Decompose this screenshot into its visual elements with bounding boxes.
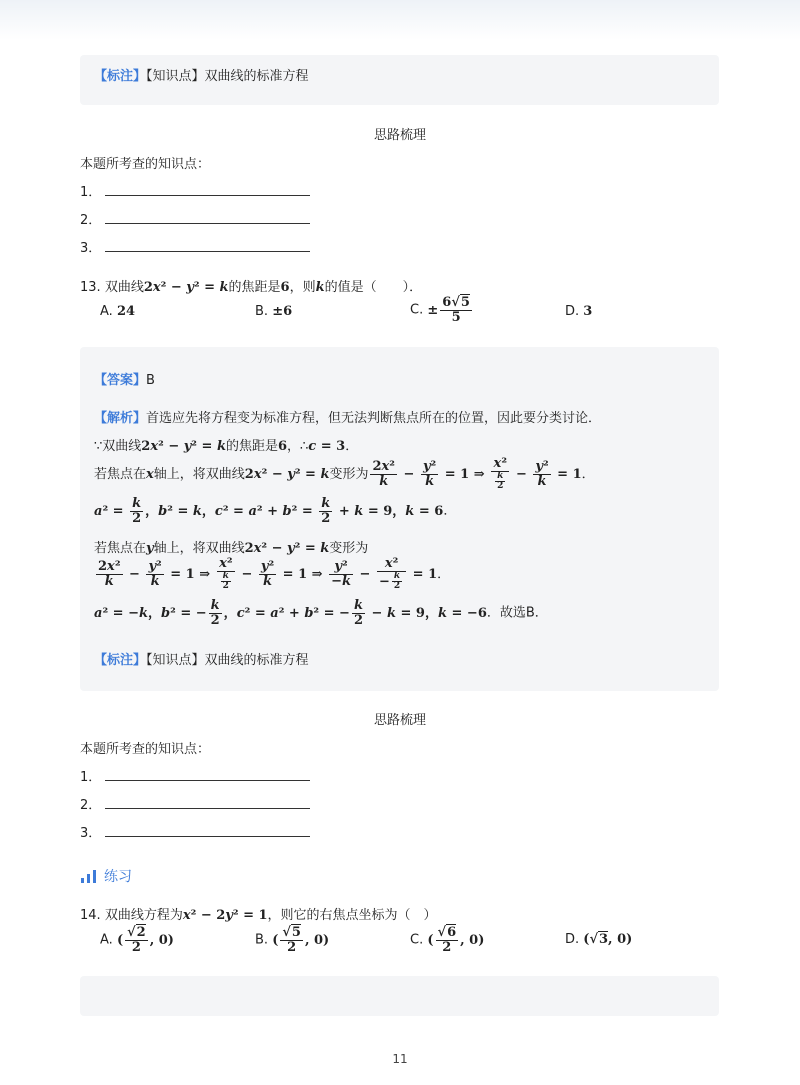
option-b[interactable]: B. ±6 — [255, 304, 293, 319]
option-b[interactable]: B. ( $\frac{√5}{2}$ , 0) — [255, 925, 330, 955]
answer-blank[interactable] — [105, 211, 310, 224]
analysis-line-6: $\frac{\text{2x²}}{k}$ − $\frac{\text{y²}}{k}$ = 1 ⇒ $\frac{\text{x²}}{\frac{k}{2}}$ − $\frac{\text{y²}}{k}$ = 1 ⇒ $\frac{\text{y²}}{-k}$ − x² − $\frac{k}{2}$ = 1． — [98, 556, 451, 592]
review-item-2: 2． — [80, 794, 310, 813]
note-text: 【知识点】双曲线的标准方程 — [146, 69, 309, 84]
option-c[interactable]: C. ± $\frac{6√5}{5}$ — [410, 295, 470, 325]
option-d[interactable]: D. (√3, 0) — [565, 932, 633, 947]
practice-label: 练习 — [104, 869, 132, 885]
practice-header — [80, 866, 132, 886]
review-item-3: 3． — [80, 237, 310, 256]
review-intro: 本题所考查的知识点： — [80, 742, 211, 757]
math-expr: x² − 2y² = 1 — [182, 908, 268, 923]
bar-chart-icon — [80, 868, 98, 884]
answer-blank[interactable] — [105, 796, 310, 809]
answer-value: B — [146, 373, 155, 388]
math-expr: 2x² − y² = k — [143, 280, 229, 295]
top-band — [0, 0, 800, 40]
answer-blank[interactable] — [105, 768, 310, 781]
review-item-2: 2． — [80, 209, 310, 228]
review-intro: 本题所考查的知识点： — [80, 157, 211, 172]
analysis-line-2: ∵双曲线2x² − y² = k的焦距是6，∴c = 3． — [94, 439, 359, 454]
question-13-stem: 13. 双曲线2x² − y² = k的焦距是6，则k的值是（ ）． — [80, 280, 423, 295]
option-a[interactable]: A. 24 — [100, 304, 136, 319]
review-item-3: 3． — [80, 822, 310, 841]
top-note-line — [94, 65, 309, 84]
review-title: 思路梳理 — [373, 128, 426, 143]
review-item-1: 1． — [80, 766, 310, 785]
answer-blank[interactable] — [105, 183, 310, 196]
review-title: 思路梳理 — [373, 713, 426, 728]
empty-answer-box — [80, 976, 719, 1016]
answer-box — [80, 347, 719, 691]
answer-blank[interactable] — [105, 824, 310, 837]
analysis-line-3: 若焦点在x轴上，将双曲线2x² − y² = k变形为 $\frac{\text{2x²}}{k}$ − $\frac{\text{y²}}{k}$ = 1 ⇒ $\frac{\text{x²}}{\frac{k}{2}}$ − $\frac{\text{y²}}{k}$ = 1． — [94, 456, 595, 492]
review-item-1: 1． — [80, 181, 310, 200]
question-14-stem: 14. 双曲线方程为x² − 2y² = 1，则它的右焦点坐标为（ ） — [80, 908, 437, 923]
answer-blank[interactable] — [105, 239, 310, 252]
analysis-line-4: a² = $\frac{k}{2}$ ，b² = k，c² = a² + b² = $\frac{k}{2}$ + k = 9，k = 6． — [94, 496, 457, 526]
page-number: 11 — [392, 1052, 408, 1066]
option-d[interactable]: D. 3 — [565, 304, 593, 319]
analysis-line-1: 【解析】首选应先将方程变为标准方程，但无法判断焦点所在的位置，因此要分类讨论． — [94, 411, 602, 426]
note-tag: 【标注】 — [94, 69, 147, 84]
analysis-line-5: 若焦点在y轴上，将双曲线2x² − y² = k变形为 — [94, 541, 369, 556]
option-a[interactable]: A. ( $\frac{√2}{2}$ , 0) — [100, 925, 174, 955]
answer-line: 【答案】B — [94, 373, 155, 388]
option-c[interactable]: C. ( $\frac{√6}{2}$ , 0) — [410, 925, 485, 955]
analysis-line-7: a² = −k，b² = − $\frac{k}{2}$ ，c² = a² + b² = − $\frac{k}{2}$ − k = 9，k = −6．故选B． — [94, 598, 548, 628]
analysis-note-line: 【标注】【知识点】双曲线的标准方程 — [94, 653, 309, 668]
top-note-box — [80, 55, 719, 105]
